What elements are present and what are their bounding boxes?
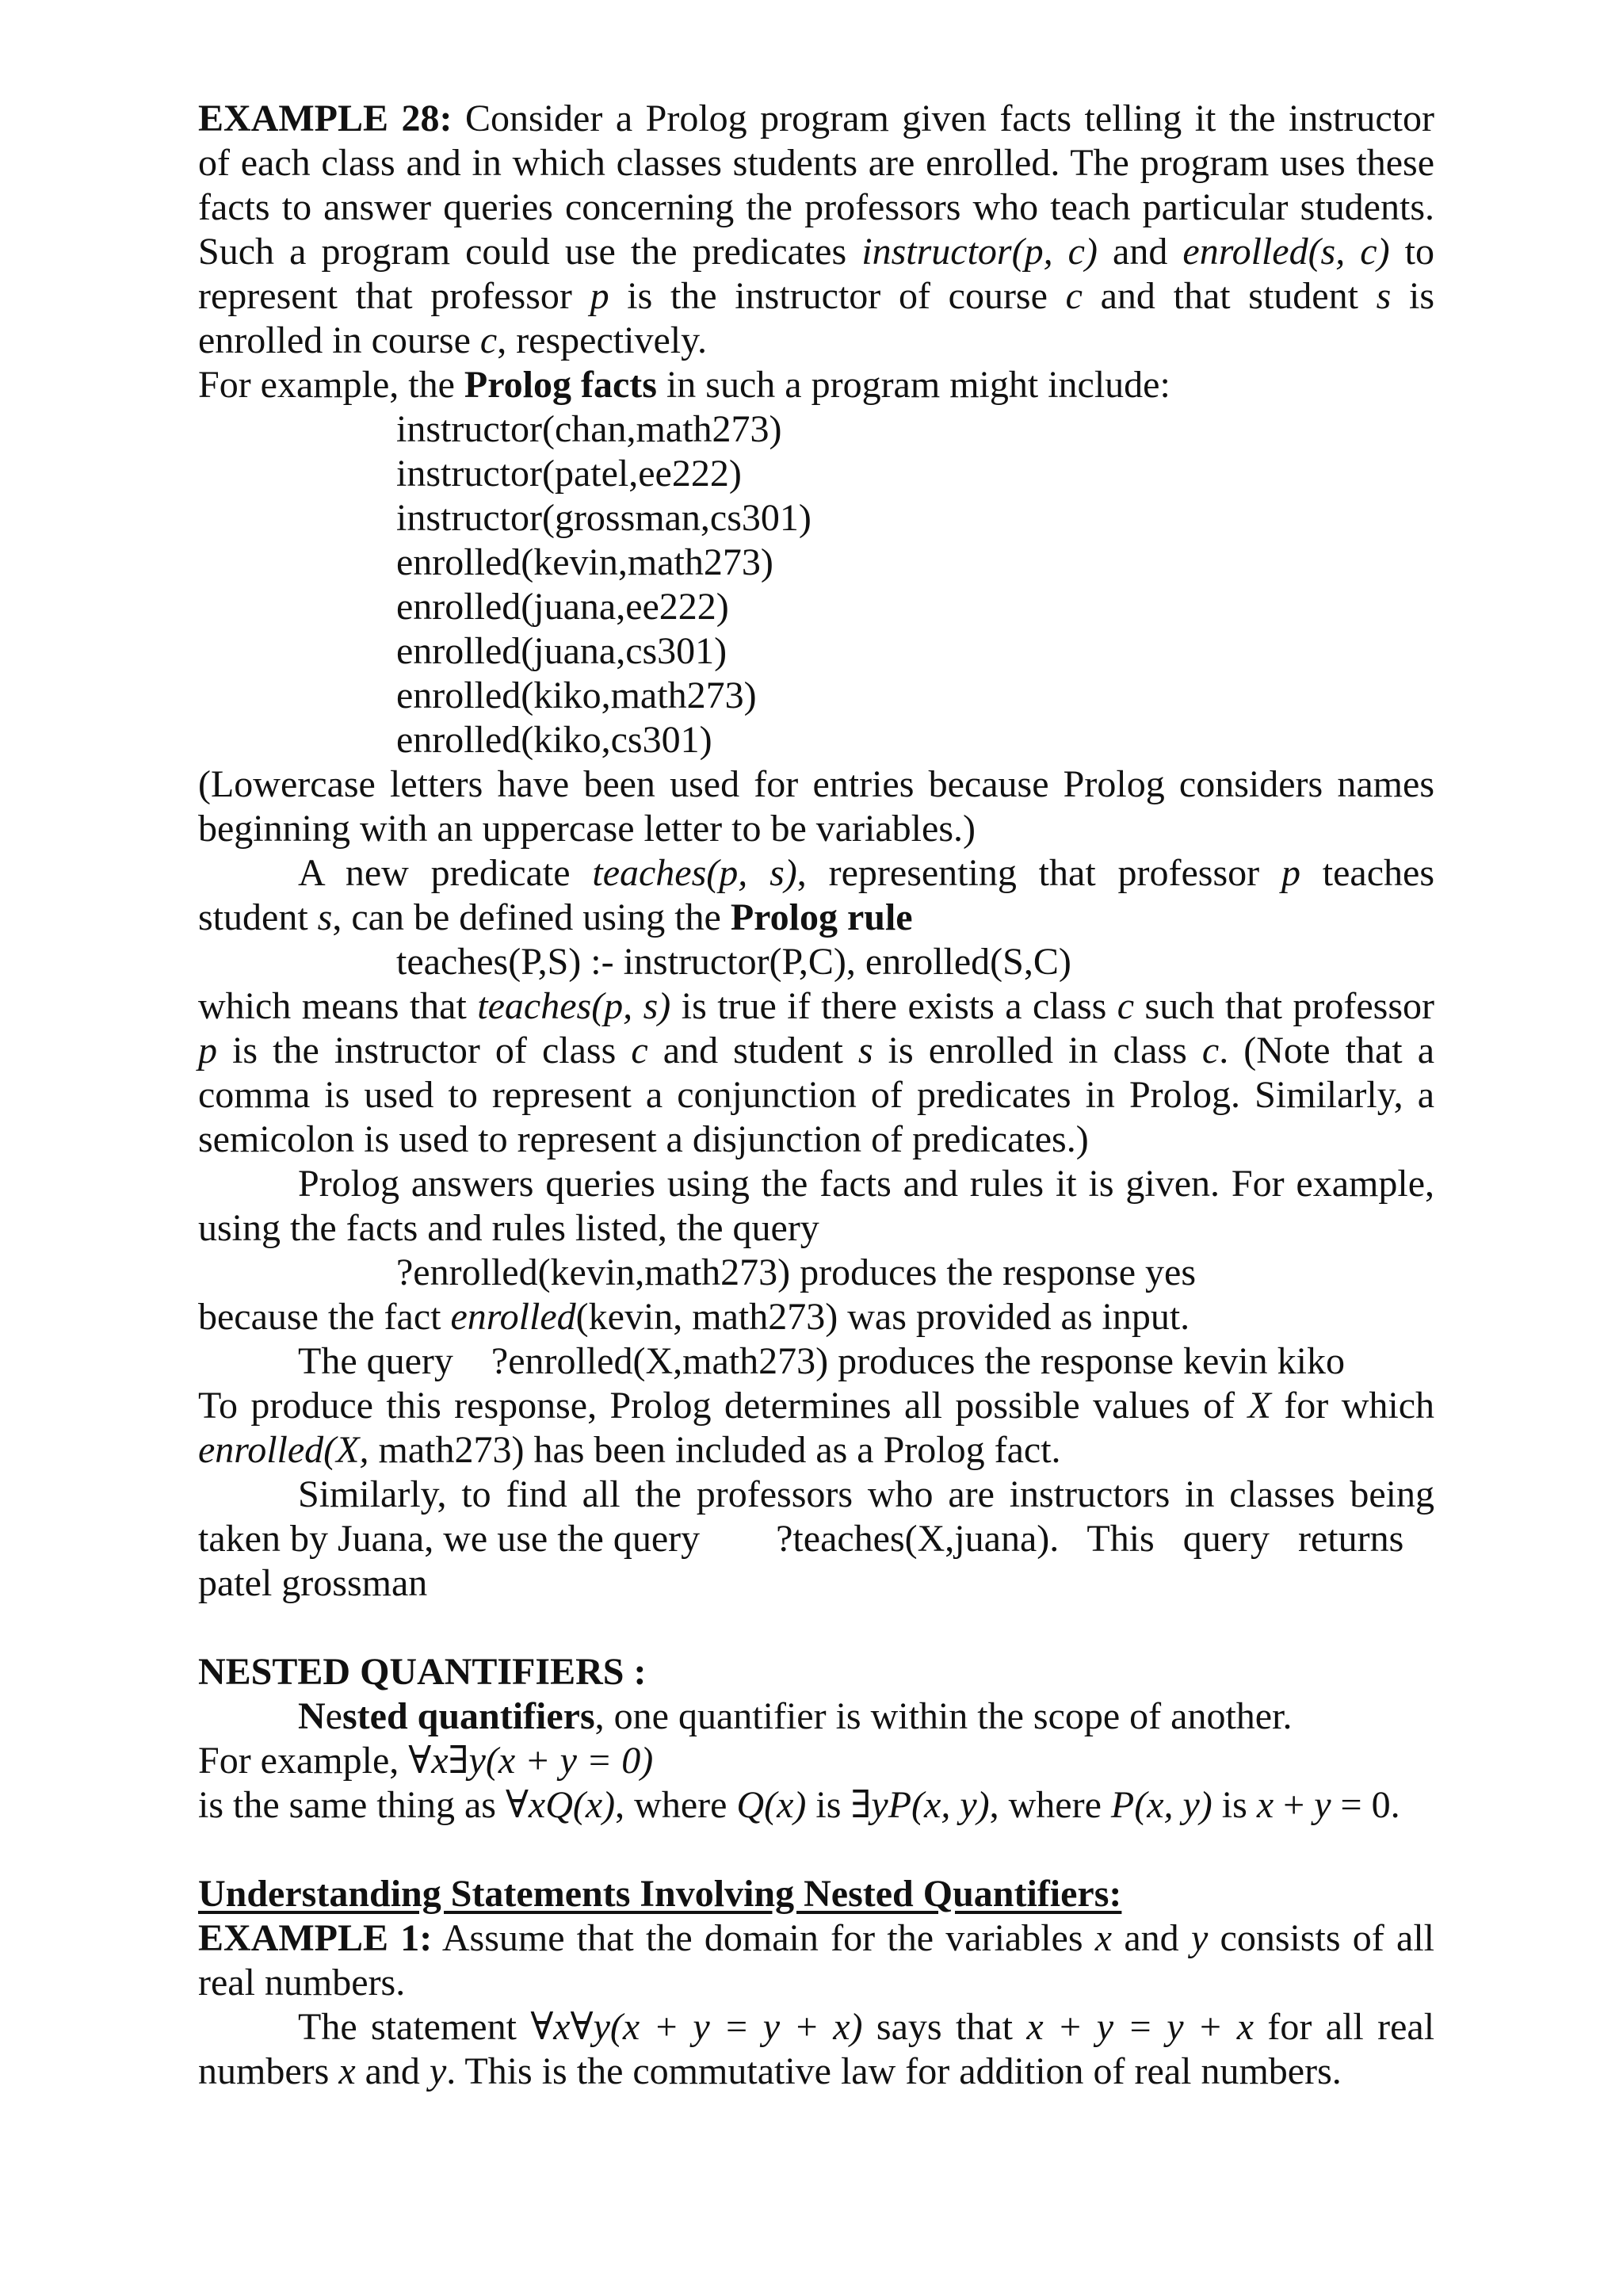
document-page bbox=[198, 97, 1434, 2094]
section-gap bbox=[198, 1828, 1434, 1872]
prolog-fact: enrolled(kevin,math273) bbox=[396, 541, 773, 583]
prolog-fact: enrolled(juana,cs301) bbox=[396, 630, 727, 672]
prolog-fact: enrolled(juana,ee222) bbox=[396, 586, 729, 628]
answers-paragraph: Prolog answers queries using the facts and rules it is given. For example, using the facts and rules listed, the query bbox=[198, 1163, 1434, 1249]
prolog-fact: instructor(patel,ee222) bbox=[396, 453, 742, 495]
prolog-fact: instructor(grossman,cs301) bbox=[396, 497, 812, 539]
prolog-fact: enrolled(kiko,cs301) bbox=[396, 719, 712, 761]
section-gap bbox=[198, 1606, 1434, 1650]
nested-same-thing: is the same thing as ∀xQ(x), where Q(x) is ∃yP(x, y), where P(x, y) is x + y = 0. bbox=[198, 1784, 1400, 1826]
example-28-label: EXAMPLE 28: bbox=[198, 97, 453, 139]
rule-intro: A new predicate teaches(p, s), representing that professor p teaches student s, can be defined using the Prolog rule bbox=[198, 852, 1435, 938]
nested-quantifiers-heading: NESTED QUANTIFIERS : bbox=[198, 1651, 647, 1693]
similarly-line-3: patel grossman bbox=[198, 1562, 428, 1604]
produce-paragraph: To produce this response, Prolog determines all possible values of X for which enrolled(X, math273) has been included as a Prolog fact. bbox=[198, 1385, 1434, 1471]
prolog-facts-list bbox=[198, 407, 1434, 762]
nested-example: For example, ∀x∃y(x + y = 0) bbox=[198, 1740, 654, 1782]
example-1: EXAMPLE 1: Assume that the domain for the variables x and y consists of all real numbers. bbox=[198, 1917, 1435, 2004]
lowercase-note: (Lowercase letters have been used for entries because Prolog considers names beginning with an uppercase letter to be variables.) bbox=[198, 763, 1434, 850]
prolog-rule: teaches(P,S) :- instructor(P,C), enrolled(S,C) bbox=[396, 941, 1071, 983]
commutative-statement: The statement ∀x∀y(x + y = y + x) says that x + y = y + x for all real numbers x and y. This is the commutative law for addition of real numbers. bbox=[198, 2006, 1435, 2092]
query-kevin: ?enrolled(kevin,math273) produces the response yes bbox=[396, 1251, 1197, 1293]
because-line: because the fact enrolled(kevin, math273) was provided as input. bbox=[198, 1296, 1190, 1338]
rule-meaning: which means that teaches(p, s) is true if there exists a class c such that professor p is the instructor of class c and student s is enrolled in class c. (Note that a comma is used to represent a conjunction of predicates in Prolog. Similarly, a semicolon is used to represent a disjunction of predicates.) bbox=[198, 985, 1435, 1160]
similarly-line-2: taken by Juana, we use the query ?teaches(X,juana). This query returns bbox=[198, 1518, 1404, 1560]
facts-lead: For example, the Prolog facts in such a program might include: bbox=[198, 364, 1170, 406]
similarly-line-1: Similarly, to find all the professors who are instructors in classes being bbox=[298, 1473, 1434, 1515]
example-28-intro: EXAMPLE 28: Consider a Prolog program given facts telling it the instructor of each class and in which classes students are enrolled. The program uses these facts to answer queries concerning the professors who teach particular students. Such a program could use the predicates instructor(p, c) and enrolled(s, c) to represent that professor p is the instructor of course c and that student s is enrolled in course c, respectively. bbox=[198, 97, 1435, 361]
query-x: The query ?enrolled(X,math273) produces the response kevin kiko bbox=[298, 1340, 1345, 1382]
nested-definition: Nested quantifiers, one quantifier is within the scope of another. bbox=[298, 1695, 1293, 1737]
prolog-fact: instructor(chan,math273) bbox=[396, 408, 782, 450]
prolog-fact: enrolled(kiko,math273) bbox=[396, 674, 757, 716]
understanding-heading: Understanding Statements Involving Nested Quantifiers: bbox=[198, 1873, 1122, 1915]
